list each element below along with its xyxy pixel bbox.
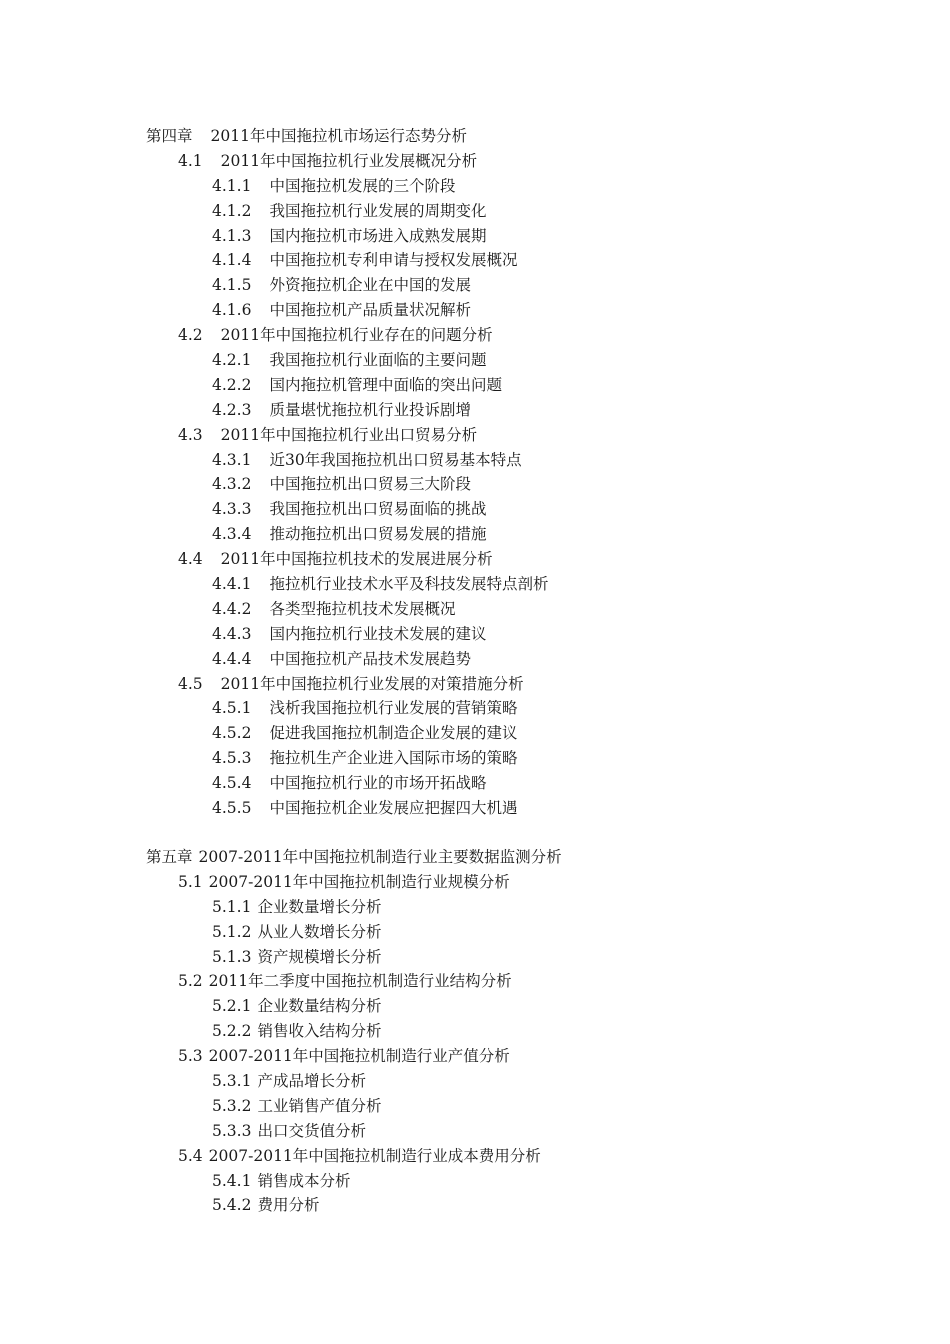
- subsection-title: 中国拖拉机发展的三个阶段: [269, 176, 456, 195]
- subsection-title: 资产规模增长分析: [257, 947, 382, 966]
- toc-subsection: [0, 622, 950, 647]
- subsection-number: 5.1.1: [212, 897, 252, 916]
- toc-subsection: [0, 522, 950, 547]
- subsection-title: 中国拖拉机企业发展应把握四大机遇: [269, 799, 518, 818]
- subsection-number: 4.4.1: [212, 575, 252, 594]
- subsection-title: 拖拉机生产企业进入国际市场的策略: [269, 749, 518, 768]
- toc-subsection: [0, 721, 950, 746]
- toc-subsection: [0, 771, 950, 796]
- subsection-number: 4.3.4: [212, 525, 252, 544]
- section-title: 2011年中国拖拉机行业存在的问题分析: [220, 326, 493, 345]
- subsection-title: 从业人数增长分析: [257, 922, 382, 941]
- toc-subsection: [0, 298, 950, 323]
- toc-section: [0, 423, 950, 448]
- subsection-number: 4.3.2: [212, 475, 252, 494]
- subsection-title: 工业销售产值分析: [257, 1096, 382, 1115]
- subsection-title: 推动拖拉机出口贸易发展的措施: [269, 525, 487, 544]
- toc-subsection: [0, 572, 950, 597]
- toc-subsection: [0, 224, 950, 249]
- subsection-title: 中国拖拉机产品质量状况解析: [269, 301, 471, 320]
- toc-subsection: [0, 373, 950, 398]
- toc-subsection: [0, 1119, 950, 1144]
- toc-subsection: [0, 448, 950, 473]
- toc-chapter: [0, 124, 950, 821]
- subsection-title: 中国拖拉机出口贸易三大阶段: [269, 475, 471, 494]
- subsection-number: 4.5.2: [212, 724, 252, 743]
- toc-chapter-heading: [0, 845, 950, 870]
- section-number: 4.4: [178, 550, 203, 569]
- subsection-number: 4.5.1: [212, 699, 252, 718]
- section-number: 4.5: [178, 674, 203, 693]
- section-number: 5.3: [178, 1047, 203, 1066]
- toc-subsection: [0, 1019, 950, 1044]
- subsection-title: 国内拖拉机行业技术发展的建议: [269, 624, 487, 643]
- toc-section: [0, 547, 950, 572]
- toc-subsection: [0, 994, 950, 1019]
- subsection-number: 5.4.1: [212, 1171, 252, 1190]
- subsection-title: 企业数量结构分析: [257, 997, 382, 1016]
- section-title: 2007-2011年中国拖拉机制造行业产值分析: [208, 1047, 510, 1066]
- subsection-number: 4.4.3: [212, 624, 252, 643]
- chapter-title: 2011年中国拖拉机市场运行态势分析: [210, 127, 467, 145]
- section-number: 5.1: [178, 872, 203, 891]
- toc-subsection: [0, 472, 950, 497]
- toc-subsection: [0, 796, 950, 821]
- subsection-number: 4.2.1: [212, 351, 252, 370]
- subsection-title: 国内拖拉机管理中面临的突出问题: [269, 375, 502, 394]
- toc-subsection: [0, 248, 950, 273]
- subsection-title: 各类型拖拉机技术发展概况: [269, 599, 456, 618]
- subsection-title: 促进我国拖拉机制造企业发展的建议: [269, 724, 518, 743]
- subsection-number: 4.3.1: [212, 450, 252, 469]
- subsection-number: 5.1.3: [212, 947, 252, 966]
- toc-section: [0, 870, 950, 895]
- subsection-number: 5.1.2: [212, 922, 252, 941]
- toc-subsection: [0, 945, 950, 970]
- section-number: 4.2: [178, 326, 203, 345]
- subsection-title: 我国拖拉机行业发展的周期变化: [269, 201, 487, 220]
- toc-subsection: [0, 696, 950, 721]
- toc-subsection: [0, 199, 950, 224]
- subsection-title: 销售成本分析: [257, 1171, 351, 1190]
- toc-chapter: [0, 845, 950, 1218]
- subsection-number: 4.3.3: [212, 500, 252, 519]
- subsection-title: 浅析我国拖拉机行业发展的营销策略: [269, 699, 518, 718]
- subsection-number: 4.2.2: [212, 375, 252, 394]
- toc-subsection: [0, 398, 950, 423]
- toc-subsection: [0, 920, 950, 945]
- subsection-number: 4.1.4: [212, 251, 252, 270]
- subsection-title: 费用分析: [257, 1196, 320, 1215]
- toc-subsection: [0, 647, 950, 672]
- subsection-title: 我国拖拉机行业面临的主要问题: [269, 351, 487, 370]
- section-number: 4.1: [178, 151, 203, 170]
- subsection-title: 我国拖拉机出口贸易面临的挑战: [269, 500, 487, 519]
- subsection-title: 近30年我国拖拉机出口贸易基本特点: [269, 450, 522, 469]
- section-number: 4.3: [178, 425, 203, 444]
- chapter-number: 第五章: [146, 847, 193, 866]
- toc-subsection: [0, 273, 950, 298]
- toc-section: [0, 1144, 950, 1169]
- subsection-number: 5.4.2: [212, 1196, 252, 1215]
- toc-subsection: [0, 895, 950, 920]
- chapter-number: 第四章: [146, 127, 193, 145]
- toc-subsection: [0, 497, 950, 522]
- subsection-number: 4.5.3: [212, 749, 252, 768]
- toc-section: [0, 672, 950, 697]
- subsection-title: 质量堪忧拖拉机行业投诉剧增: [269, 400, 471, 419]
- subsection-number: 4.1.3: [212, 226, 252, 245]
- subsection-number: 4.1.5: [212, 276, 252, 295]
- subsection-number: 5.2.1: [212, 997, 252, 1016]
- toc-subsection: [0, 1094, 950, 1119]
- toc-section: [0, 149, 950, 174]
- toc-chapter-heading: [0, 124, 950, 149]
- toc-section: [0, 1044, 950, 1069]
- toc-subsection: [0, 746, 950, 771]
- subsection-number: 4.5.5: [212, 799, 252, 818]
- chapter-title: 2007-2011年中国拖拉机制造行业主要数据监测分析: [198, 847, 562, 866]
- section-title: 2011年中国拖拉机技术的发展进展分析: [220, 550, 493, 569]
- toc-subsection: [0, 1193, 950, 1218]
- subsection-number: 4.2.3: [212, 400, 252, 419]
- subsection-number: 5.3.1: [212, 1071, 252, 1090]
- subsection-number: 4.5.4: [212, 774, 252, 793]
- section-title: 2011年中国拖拉机行业发展的对策措施分析: [220, 674, 524, 693]
- section-title: 2007-2011年中国拖拉机制造行业规模分析: [208, 872, 510, 891]
- subsection-number: 4.1.6: [212, 301, 252, 320]
- subsection-title: 中国拖拉机产品技术发展趋势: [269, 649, 471, 668]
- section-title: 2011年二季度中国拖拉机制造行业结构分析: [208, 972, 512, 991]
- toc-subsection: [0, 348, 950, 373]
- subsection-title: 中国拖拉机专利申请与授权发展概况: [269, 251, 518, 270]
- table-of-contents: [0, 124, 950, 1242]
- subsection-title: 外资拖拉机企业在中国的发展: [269, 276, 471, 295]
- subsection-title: 中国拖拉机行业的市场开拓战略: [269, 774, 487, 793]
- toc-subsection: [0, 597, 950, 622]
- section-title: 2011年中国拖拉机行业发展概况分析: [220, 151, 478, 170]
- subsection-number: 4.4.4: [212, 649, 252, 668]
- section-number: 5.2: [178, 972, 203, 991]
- subsection-title: 销售收入结构分析: [257, 1022, 382, 1041]
- subsection-number: 4.1.1: [212, 176, 252, 195]
- subsection-title: 国内拖拉机市场进入成熟发展期: [269, 226, 487, 245]
- section-title: 2011年中国拖拉机行业出口贸易分析: [220, 425, 478, 444]
- subsection-title: 出口交货值分析: [257, 1121, 366, 1140]
- subsection-title: 产成品增长分析: [257, 1071, 366, 1090]
- subsection-number: 4.4.2: [212, 599, 252, 618]
- toc-section: [0, 323, 950, 348]
- subsection-title: 拖拉机行业技术水平及科技发展特点剖析: [269, 575, 549, 594]
- subsection-number: 5.3.3: [212, 1121, 252, 1140]
- subsection-number: 5.2.2: [212, 1022, 252, 1041]
- subsection-number: 5.3.2: [212, 1096, 252, 1115]
- section-title: 2007-2011年中国拖拉机制造行业成本费用分析: [208, 1146, 541, 1165]
- toc-subsection: [0, 174, 950, 199]
- section-number: 5.4: [178, 1146, 203, 1165]
- toc-subsection: [0, 1169, 950, 1194]
- subsection-title: 企业数量增长分析: [257, 897, 382, 916]
- subsection-number: 4.1.2: [212, 201, 252, 220]
- toc-section: [0, 969, 950, 994]
- toc-subsection: [0, 1069, 950, 1094]
